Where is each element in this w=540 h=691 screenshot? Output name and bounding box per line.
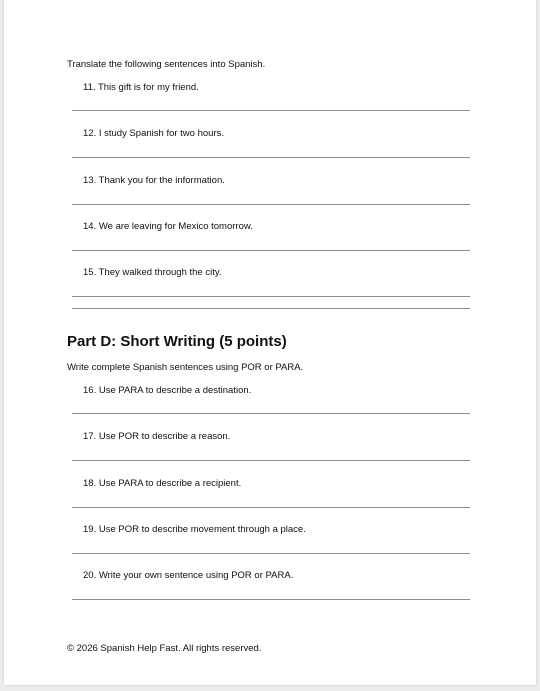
answer-line-14 [72,250,470,251]
answer-line-20 [72,599,470,600]
copyright-footer: © 2026 Spanish Help Fast. All rights reserved. [67,643,262,654]
answer-line-15-extra [72,308,470,309]
question-19: 19. Use POR to describe movement through a place. [83,524,306,535]
question-17: 17. Use POR to describe a reason. [83,431,231,442]
answer-line-18 [72,507,470,508]
answer-line-11 [72,110,470,111]
answer-line-13 [72,204,470,205]
part-d-instruction: Write complete Spanish sentences using POR or PARA. [67,362,304,373]
part-c-instruction: Translate the following sentences into Spanish. [67,59,266,70]
question-16: 16. Use PARA to describe a destination. [83,385,252,396]
worksheet-page [4,0,536,685]
question-12: 12. I study Spanish for two hours. [83,128,224,139]
question-15: 15. They walked through the city. [83,267,222,278]
part-d-heading: Part D: Short Writing (5 points) [67,333,287,350]
question-18: 18. Use PARA to describe a recipient. [83,478,242,489]
question-20: 20. Write your own sentence using POR or PARA. [83,570,294,581]
question-14: 14. We are leaving for Mexico tomorrow. [83,221,253,232]
answer-line-16 [72,413,470,414]
question-11: 11. This gift is for my friend. [83,82,199,93]
answer-line-19 [72,553,470,554]
answer-line-17 [72,460,470,461]
answer-line-12 [72,157,470,158]
answer-line-15 [72,296,470,297]
question-13: 13. Thank you for the information. [83,175,225,186]
